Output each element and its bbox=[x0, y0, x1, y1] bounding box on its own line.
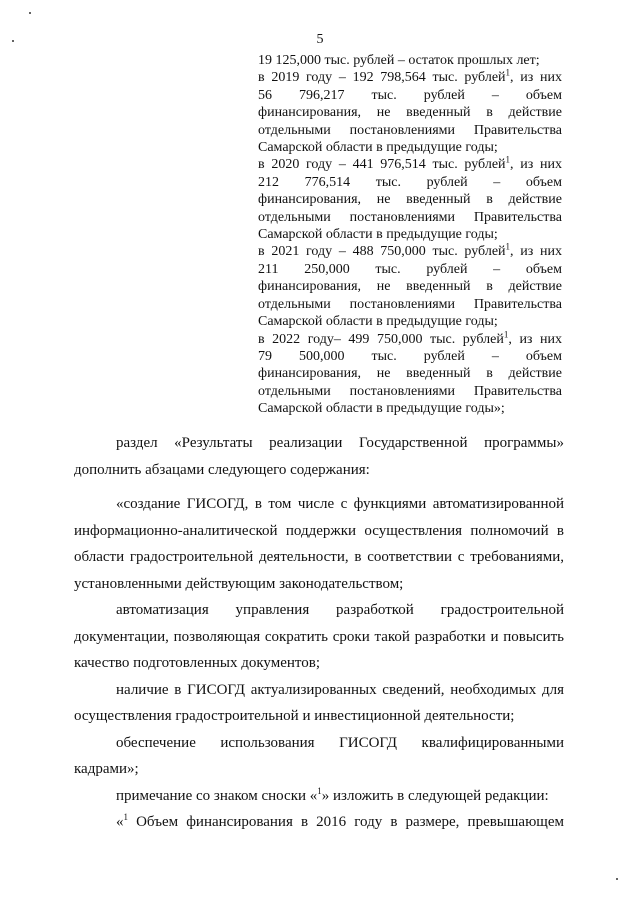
paragraph-line: «создание ГИСОГД, в том числе с функциями автоматизированной bbox=[116, 496, 564, 512]
funding-line: отдельными постановлениями Правительства bbox=[258, 383, 562, 399]
scan-speck bbox=[29, 12, 31, 14]
paragraph-line: автоматизация управления разработкой градостроительной bbox=[116, 602, 564, 618]
page-number: 5 bbox=[316, 32, 324, 47]
paragraph bbox=[74, 730, 564, 783]
paragraph-line: примечание со знаком сноски «$^1$» изложить в следующей редакции: bbox=[116, 785, 549, 804]
funding-line: 211 250,000 тыс. рублей – объем bbox=[258, 261, 562, 277]
funding-line: в 2021 году – 488 750,000 тыс. рублей$^1$, из них bbox=[258, 241, 562, 260]
funding-line: финансирования, не введенный в действие bbox=[258, 105, 562, 121]
footnote-mark: 1 bbox=[123, 812, 128, 822]
funding-line: 79 500,000 тыс. рублей – объем bbox=[258, 348, 562, 364]
funding-line: отдельными постановлениями Правительства bbox=[258, 209, 562, 225]
funding-block bbox=[258, 52, 562, 418]
funding-line: отдельными постановлениями Правительства bbox=[258, 122, 562, 138]
funding-line: финансирования, не введенный в действие bbox=[258, 279, 562, 295]
paragraph-line: информационно-аналитической поддержки осуществления полномочий в bbox=[74, 522, 564, 539]
paragraph-line: «$^1$ Объем финансирования в 2016 году в размере, превышающем bbox=[116, 812, 564, 830]
body-text bbox=[74, 430, 564, 836]
funding-line: Самарской области в предыдущие годы; bbox=[258, 227, 498, 243]
paragraph-line: кадрами»; bbox=[74, 761, 139, 777]
paragraph bbox=[74, 430, 564, 483]
paragraph-line: области градостроительной деятельности, в соответствии с требованиями, bbox=[74, 549, 564, 565]
paragraph-gap bbox=[74, 483, 564, 491]
funding-line: в 2019 году – 192 798,564 тыс. рублей$^1$, из них bbox=[258, 67, 562, 86]
funding-line: Самарской области в предыдущие годы»; bbox=[258, 401, 505, 417]
paragraph-line: документации, позволяющая сократить сроки такой разработки и повысить bbox=[74, 628, 564, 645]
paragraph-line: обеспечение использования ГИСОГД квалифицированными bbox=[116, 734, 564, 751]
funding-line: в 2022 году– 499 750,000 тыс. рублей$^1$, из них bbox=[258, 328, 562, 347]
footnote-mark: 1 bbox=[505, 241, 511, 252]
paragraph bbox=[74, 677, 564, 730]
funding-line: Самарской области в предыдущие годы; bbox=[258, 314, 498, 330]
scan-speck bbox=[616, 878, 618, 880]
funding-line: 19 125,000 тыс. рублей – остаток прошлых лет; bbox=[258, 53, 540, 68]
paragraph-line: наличие в ГИСОГД актуализированных сведений, необходимых для bbox=[116, 681, 564, 698]
footnote-mark: 1 bbox=[317, 785, 322, 796]
paragraph-line: осуществления градостроительной и инвестиционной деятельности; bbox=[74, 708, 515, 724]
paragraph-line: установленными действующим законодательством; bbox=[74, 575, 404, 592]
paragraph bbox=[74, 491, 564, 597]
funding-line: отдельными постановлениями Правительства bbox=[258, 296, 562, 312]
paragraph bbox=[74, 783, 564, 810]
funding-line: финансирования, не введенный в действие bbox=[258, 192, 562, 208]
funding-line: 212 776,514 тыс. рублей – объем bbox=[258, 174, 562, 190]
funding-line: в 2020 году – 441 976,514 тыс. рублей$^1$, из них bbox=[258, 154, 562, 173]
paragraph bbox=[74, 809, 564, 836]
paragraph-line: раздел «Результаты реализации Государственной программы» bbox=[116, 435, 564, 451]
footnote-mark: 1 bbox=[505, 154, 511, 165]
paragraph bbox=[74, 597, 564, 677]
funding-line: 56 796,217 тыс. рублей – объем bbox=[258, 87, 562, 103]
paragraph-line: дополнить абзацами следующего содержания: bbox=[74, 461, 370, 478]
footnote-mark: 1 bbox=[503, 328, 509, 339]
funding-line: финансирования, не введенный в действие bbox=[258, 366, 562, 382]
footnote-mark: 1 bbox=[505, 67, 511, 78]
funding-line: Самарской области в предыдущие годы; bbox=[258, 140, 498, 156]
paragraph-line: качество подготовленных документов; bbox=[74, 655, 321, 671]
